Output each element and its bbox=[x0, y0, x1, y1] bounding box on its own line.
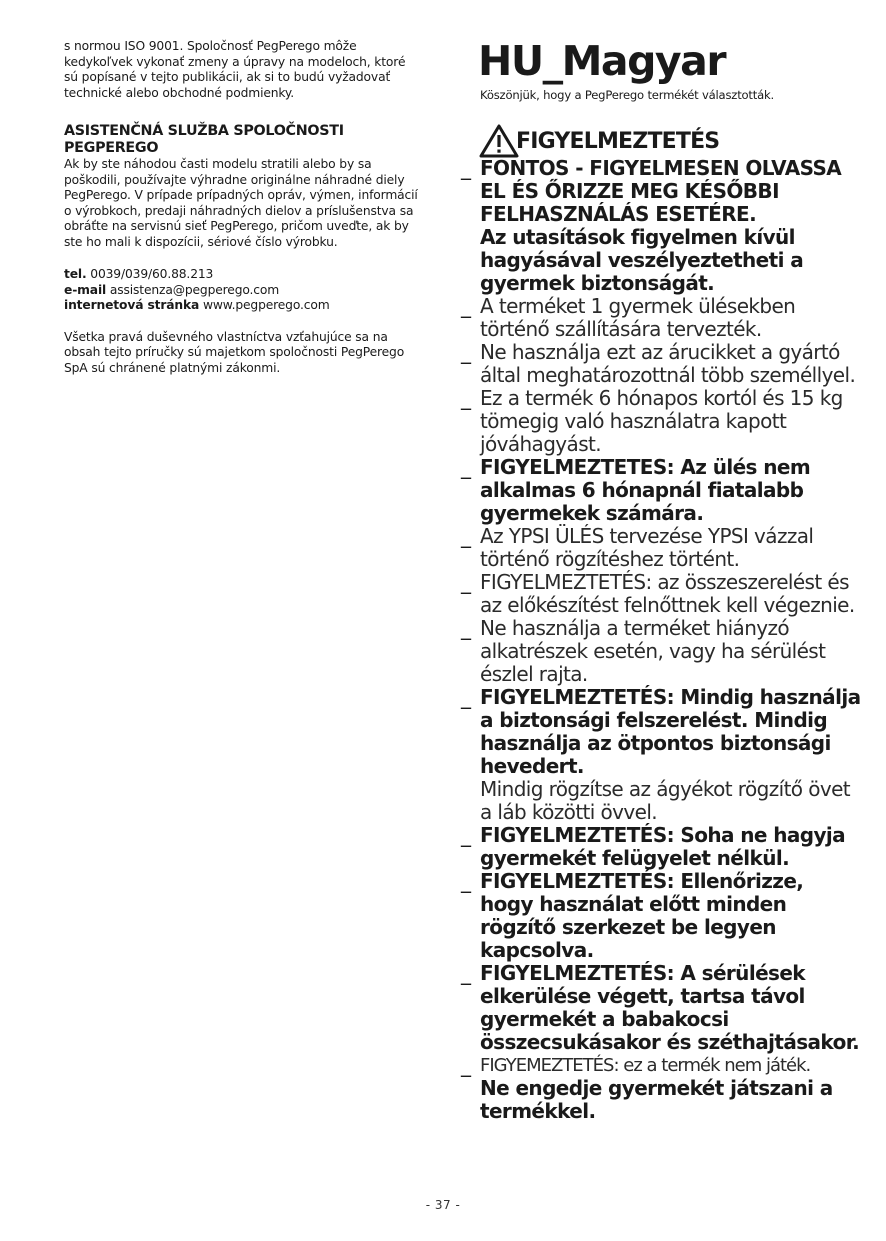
item-bold-text: FIGYELMEZTETÉS: Soha ne hagyja gyermekét felügyelet nélkül. bbox=[480, 823, 846, 870]
thanks-line: Köszönjük, hogy a PegPerego termékét választották. bbox=[480, 88, 775, 102]
item-bold-text: FONTOS - FIGYELMESEN OLVASSA EL ÉS ŐRIZZE MEG KÉSŐBBI FELHASZNÁLÁS ESETÉRE. bbox=[480, 156, 842, 226]
warning-item-13 bbox=[461, 1054, 861, 1123]
warning-item-6 bbox=[461, 525, 861, 571]
warning-title: FIGYELMEZTETÉS bbox=[516, 129, 720, 154]
item-dash: _ bbox=[461, 455, 471, 479]
item-dash: _ bbox=[461, 156, 471, 180]
item-bold-text: Ne engedje gyermekét játszani a termékkel. bbox=[480, 1076, 833, 1123]
warning-item-10 bbox=[461, 824, 861, 870]
warning-item-3 bbox=[461, 341, 861, 387]
warning-item-4 bbox=[461, 387, 861, 456]
warning-item-2 bbox=[461, 295, 861, 341]
item-dash: _ bbox=[461, 961, 471, 985]
item-dash: _ bbox=[461, 386, 471, 410]
item-text: Ne használja a terméket hiányzó alkatrészek esetén, vagy ha sérülést észlel rajta. bbox=[480, 616, 826, 686]
item-text: FIGYEMEZTETÉS: ez a termék nem játék. bbox=[480, 1055, 811, 1076]
item-dash: _ bbox=[461, 685, 471, 709]
warning-item-5 bbox=[461, 456, 861, 525]
warning-item-11 bbox=[461, 870, 861, 962]
rights-paragraph: Všetka pravá duševného vlastníctva vzťahujúce sa na obsah tejto príručky sú majetkom spoločnosti PegPerego SpA sú chránené platnými zákonmi. bbox=[64, 329, 405, 375]
warning-header bbox=[479, 126, 861, 156]
item-dash: _ bbox=[461, 294, 471, 318]
item-dash: _ bbox=[461, 823, 471, 847]
item-text: Ez a termék 6 hónapos kortól és 15 kg tömegig való használatra kapott jóváhagyást. bbox=[480, 386, 843, 456]
warning-item-1 bbox=[461, 157, 861, 295]
item-dash: _ bbox=[461, 616, 471, 640]
intro-paragraph: s normou ISO 9001. Spoločnosť PegPerego môže kedykoľvek vykonať zmeny a úpravy na modeloch, ktoré sú popísané v tejto publikácii, ak si to budú vyžadovať technické alebo obchodné podmienky. bbox=[64, 39, 406, 100]
service-paragraph: Ak by ste náhodou časti modelu stratili alebo by sa poškodili, používajte výhradne originálne náhradné diely PegPerego. V prípade prípadných opráv, výmen, informácií o výrobkoch, predaji náhradných dielov a príslušenstva sa obráťte na servisnú sieť PegPerego, pričom uveďte, ak by ste ho mali k dispozícii, sériové číslo výrobku. bbox=[64, 157, 418, 249]
warning-item-8 bbox=[461, 617, 861, 686]
item-dash: _ bbox=[461, 1053, 471, 1077]
tel-label: tel. bbox=[64, 267, 87, 281]
tel-value: 0039/039/60.88.213 bbox=[90, 267, 214, 281]
warning-triangle-icon bbox=[479, 124, 519, 158]
warning-item-9 bbox=[461, 686, 861, 824]
item-dash: _ bbox=[461, 570, 471, 594]
item-text: Mindig rögzítse az ágyékot rögzítő övet a láb közötti övvel. bbox=[480, 777, 851, 824]
web-value[interactable]: www.pegperego.com bbox=[202, 298, 330, 312]
contact-web bbox=[64, 298, 419, 314]
item-bold-text: FIGYELMEZTETÉS: Mindig használja a biztonsági felszerelést. Mindig használja az ötpontos biztonsági hevedert. bbox=[480, 685, 861, 778]
item-dash: _ bbox=[461, 869, 471, 893]
warning-list bbox=[461, 157, 861, 1123]
item-bold-text-2: Az utasítások figyelmen kívül hagyásával veszélyeztetheti a gyermek biztonságát. bbox=[480, 225, 804, 295]
web-label: internetová stránka bbox=[64, 298, 200, 312]
page-number: - 37 - bbox=[425, 1198, 461, 1212]
right-column bbox=[461, 38, 861, 1123]
item-text: A terméket 1 gyermek ülésekben történő szállítására tervezték. bbox=[480, 294, 796, 341]
language-title: HU_Magyar bbox=[478, 37, 726, 85]
contact-email bbox=[64, 283, 419, 299]
warning-item-7 bbox=[461, 571, 861, 617]
item-text: Ne használja ezt az árucikket a gyártó által meghatározottnál több személlyel. bbox=[480, 340, 856, 387]
item-bold-text: FIGYELMEZTETÉS: A sérülések elkerülése végett, tartsa távol gyermekét a babakocsi összecsukásakor és széthajtásakor. bbox=[480, 961, 860, 1054]
service-heading: ASISTENČNÁ SLUŽBA SPOLOČNOSTI PEGPEREGO bbox=[64, 123, 344, 156]
left-column bbox=[64, 39, 419, 376]
item-dash: _ bbox=[461, 524, 471, 548]
email-value[interactable]: assistenza@pegperego.com bbox=[109, 282, 280, 297]
item-dash: _ bbox=[461, 340, 471, 364]
item-bold-text: FIGYELMEZTETÉS: Ellenőrizze, hogy használat előtt minden rögzítő szerkezet be legyen kapcsolva. bbox=[480, 869, 804, 962]
item-text: Az YPSI ÜLÉS tervezése YPSI vázzal történő rögzítéshez történt. bbox=[480, 524, 814, 571]
warning-item-12 bbox=[461, 962, 861, 1054]
item-text: FIGYELMEZTETÉS: az összeszerelést és az előkészítést felnőttnek kell végeznie. bbox=[480, 570, 855, 617]
contact-tel bbox=[64, 267, 419, 283]
email-label: e-mail bbox=[64, 282, 107, 297]
item-bold-text: FIGYELMEZTETES: Az ülés nem alkalmas 6 hónapnál fiatalabb gyermekek számára. bbox=[480, 455, 811, 525]
